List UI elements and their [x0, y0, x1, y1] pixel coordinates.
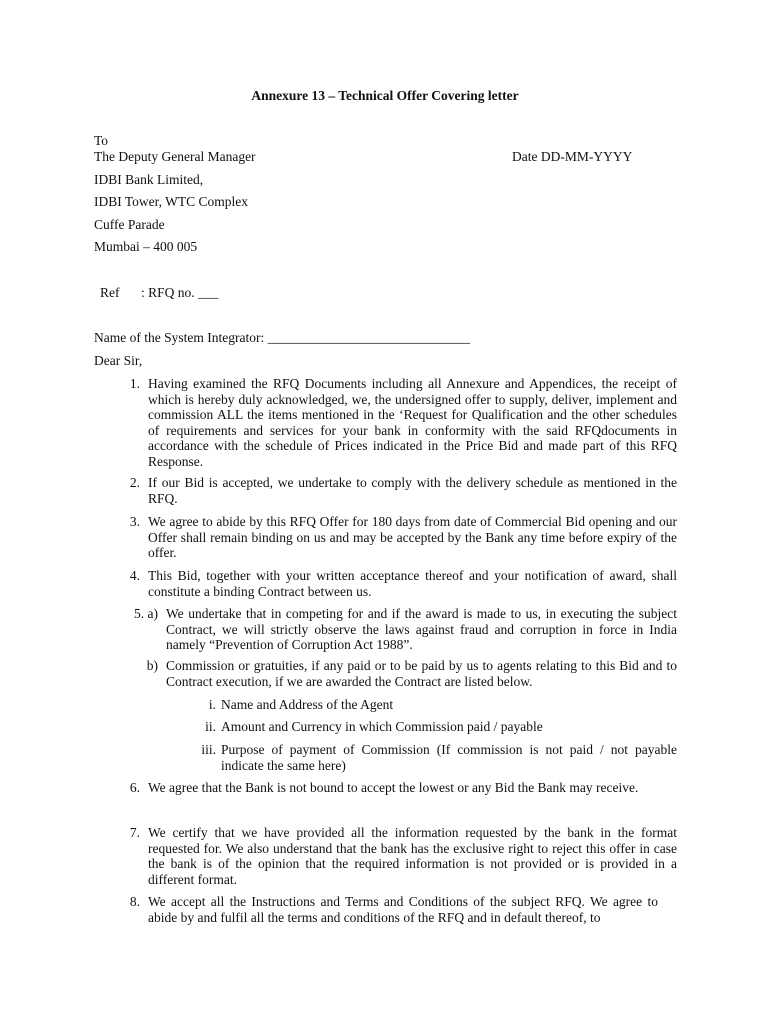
- sub-item-3: Purpose of payment of Commission (If commission is not paid / not payable indicate the same here): [221, 742, 677, 773]
- date-field: Date DD-MM-YYYY: [512, 149, 633, 164]
- item-number: 8.: [129, 894, 140, 909]
- sub-item-2: Amount and Currency in which Commission paid / payable: [221, 719, 543, 734]
- address-line-3: IDBI Tower, WTC Complex: [94, 194, 248, 209]
- item-number: 1.: [129, 376, 140, 391]
- paragraph-7: We certify that we have provided all the information requested by the bank in the format requested for. We also understand that the bank has the exclusive right to reject this offer in case the bank is of the opinion that the required information is not provided or is provided in a different format.: [148, 825, 677, 887]
- item-number: 5. a): [134, 606, 158, 621]
- address-to: To: [94, 133, 109, 148]
- paragraph-5b: Commission or gratuities, if any paid or to be paid by us to agents relating to this Bid and to Contract execution, if we are awarded the Contract are listed below.: [166, 658, 677, 689]
- address-line-2: IDBI Bank Limited,: [94, 172, 204, 187]
- item-number: 4.: [129, 568, 140, 583]
- system-integrator-line: Name of the System Integrator: ______________________________: [94, 330, 471, 345]
- sub-item-number: i.: [208, 697, 216, 712]
- address-line-5: Mumbai – 400 005: [94, 239, 198, 254]
- item-number: b): [146, 658, 158, 673]
- address-line-1: The Deputy General Manager: [94, 149, 256, 164]
- sub-item-number: ii.: [205, 719, 216, 734]
- paragraph-5a: We undertake that in competing for and if the award is made to us, in executing the subject Contract, we will strictly observe the laws against fraud and corruption in force in India namely “Prevention of Corruption Act 1988”.: [166, 606, 677, 653]
- sub-item-number: iii.: [201, 742, 216, 757]
- paragraph-8: We accept all the Instructions and Terms and Conditions of the subject RFQ. We agree to abide by and fulfil all the terms and conditions of the RFQ and in default thereof, to: [148, 894, 658, 925]
- paragraph-2: If our Bid is accepted, we undertake to comply with the delivery schedule as mentioned in the RFQ.: [148, 475, 677, 506]
- paragraph-4: This Bid, together with your written acceptance thereof and your notification of award, shall constitute a binding Contract between us.: [148, 568, 677, 599]
- paragraph-6: We agree that the Bank is not bound to accept the lowest or any Bid the Bank may receive.: [148, 780, 639, 795]
- paragraph-3: We agree to abide by this RFQ Offer for 180 days from date of Commercial Bid opening and our Offer shall remain binding on us and may be accepted by the Bank any time before expiry of the offer.: [148, 514, 677, 561]
- document-title: Annexure 13 – Technical Offer Covering letter: [251, 88, 519, 103]
- item-number: 2.: [129, 475, 140, 490]
- salutation: Dear Sir,: [94, 353, 143, 368]
- sub-item-1: Name and Address of the Agent: [221, 697, 394, 712]
- item-number: 7.: [129, 825, 140, 840]
- ref-label: Ref: [100, 285, 120, 300]
- address-line-4: Cuffe Parade: [94, 217, 165, 232]
- paragraph-1: Having examined the RFQ Documents including all Annexure and Appendices, the receipt of which is hereby duly acknowledged, we, the undersigned offer to supply, deliver, implement and commission ALL the items mentioned in the ‘Request for Qualification and the other schedules of requirements and services for your bank in conformity with the said RFQdocuments in accordance with the schedule of Prices indicated in the Price Bid and made part of this RFQ Response.: [148, 376, 677, 469]
- item-number: 6.: [129, 780, 140, 795]
- ref-value: : RFQ no. ___: [141, 285, 219, 300]
- item-number: 3.: [129, 514, 140, 529]
